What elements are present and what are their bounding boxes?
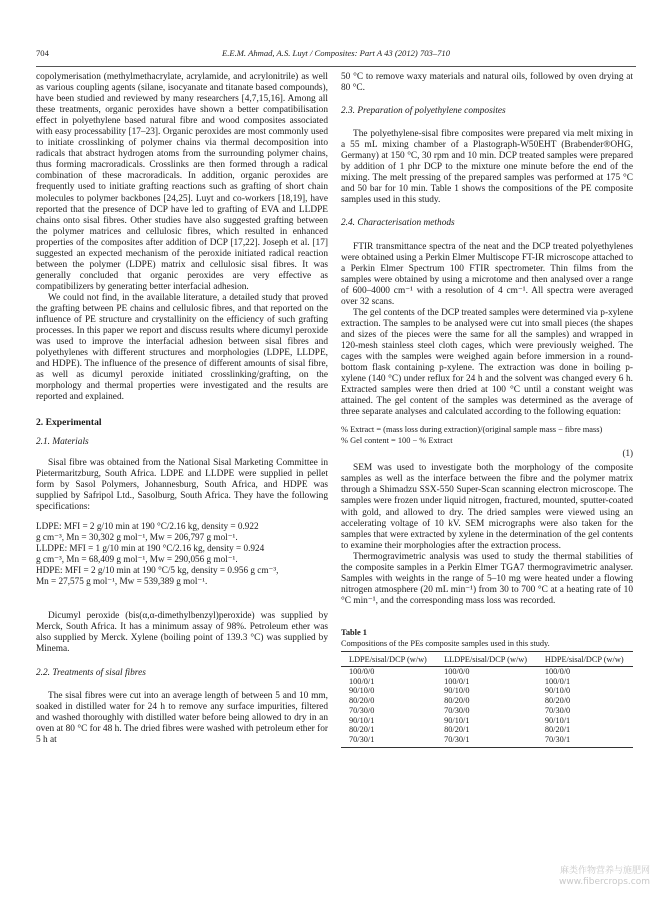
table-cell: 90/10/1 xyxy=(444,715,470,725)
treatments-continued-paragraph: 50 °C to remove waxy materials and natural oils, followed by oven drying at 80 °C. xyxy=(341,72,633,94)
table-cell: 100/0/0 xyxy=(544,667,571,677)
materials-paragraph: Sisal fibre was obtained from the National Sisal Marketing Committee in Pietermaritzburg, South Africa. LDPE and LLDPE were supplied in pellet form by Sasol Polymers, Johannesburg, South Africa, and HDPE was supplied by Safripol Ltd., Sasolburg, South Africa. They have the following specifications: xyxy=(36,457,328,512)
table-cell: 100/0/0 xyxy=(444,667,470,677)
table-cell: 80/20/1 xyxy=(444,725,470,735)
left-column xyxy=(36,72,328,746)
running-title: E.E.M. Ahmad, A.S. Luyt / Composites: Part A 43 (2012) 703–710 xyxy=(221,48,451,58)
table-row xyxy=(341,706,633,716)
table-cell: 100/0/1 xyxy=(444,676,470,686)
section-preparation-title: 2.3. Preparation of polyethylene composites xyxy=(341,106,506,117)
section-materials-title: 2.1. Materials xyxy=(36,437,89,448)
table-cell: 80/20/1 xyxy=(544,725,571,735)
site-watermark xyxy=(559,866,650,887)
page-header xyxy=(36,48,636,62)
table-cell: 70/30/1 xyxy=(436,735,537,747)
tga-paragraph: Thermogravimetric analysis was used to study the thermal stabilities of the composite samples in a Perkin Elmer TGA7 thermogravimetric analyser. Samples with weights in the range of 5–10 mg were heated under a flowing nitrogen atmosphere (20 mL min⁻¹) from 30 to 700 °C at a heating rate of 10 °C min⁻¹, and the corresponding mass loss was recorded. xyxy=(341,551,633,606)
gel-content-equation xyxy=(341,424,633,446)
ftir-paragraph: FTIR transmittance spectra of the neat and the DCP treated polyethylenes were obtained using a Perkin Elmer Multiscope FT-IR microscope attached to a Perkin Elmer Spectrum 100 FTIR spectrometer. Thin films from the samples were obtained by using a microtome and then analysed over a range of 600–4000 cm⁻¹ with a resolution of 4 cm⁻¹. All spectra were averaged over 32 scans. xyxy=(341,241,633,307)
spec-ldpe-line-1: LDPE: MFI = 2 g/10 min at 190 °C/2.16 kg, density = 0.922 xyxy=(36,520,259,531)
table-row xyxy=(341,686,633,696)
polymer-specifications xyxy=(36,521,328,587)
table-row xyxy=(341,735,633,747)
treatments-paragraph: The sisal fibres were cut into an average length of between 5 and 10 mm, soaked in distilled water for 24 h to remove any surface impurities, filtered and washed thoroughly with distilled water before being allowed to dry in an oven at 80 °C for 48 h. The dried fibres were washed with petroleum ether for 5 h at xyxy=(36,690,328,746)
table-row xyxy=(341,696,633,706)
compositions-table xyxy=(341,651,633,748)
equation-extract-line: % Extract = (mass loss during extraction)/(original sample mass − fibre mass) xyxy=(341,425,603,435)
table-row xyxy=(341,716,633,726)
equation-gel-line: % Gel content = 100 − % Extract xyxy=(341,436,453,446)
sem-paragraph: SEM was used to investigate both the morphology of the composite samples as well as the interface between the fibre and the polymer matrix through a Shimadzu SSX-550 Super-Scan scanning electron microscope. The samples were frozen under liquid nitrogen, fractured, mounted, sputter-coated with gold, and allowed to dry. The dried samples were viewed using an accelerating voltage of 10 kV. SEM micrographs were also taken for the samples that were extracted by xylene in the determination of the gel contents to examine their morphologies after the extraction process. xyxy=(341,463,633,551)
table-cell: 70/30/1 xyxy=(537,735,633,747)
table-header-row xyxy=(341,652,633,667)
table-label: Table 1 xyxy=(341,627,367,637)
table-cell: 100/0/1 xyxy=(544,676,571,686)
watermark-url: www.fibercrops.com xyxy=(559,876,650,887)
table-cell: 90/10/0 xyxy=(544,686,571,696)
table-cell: 70/30/0 xyxy=(444,705,470,715)
table-cell: 70/30/0 xyxy=(349,705,375,715)
table-header-ldpe: LDPE/sisal/DCP (w/w) xyxy=(341,652,436,667)
table-header-hdpe: HDPE/sisal/DCP (w/w) xyxy=(537,652,633,667)
table-cell: 70/30/0 xyxy=(544,705,571,715)
table-caption: Compositions of the PEs composite samples used in this study. xyxy=(341,638,550,648)
table-cell: 90/10/0 xyxy=(349,686,375,696)
section-characterisation-title: 2.4. Characterisation methods xyxy=(341,218,455,229)
table-cell: 100/0/1 xyxy=(349,676,375,686)
table-cell: 70/30/1 xyxy=(341,735,436,747)
watermark-chinese: 麻类作物营养与施肥网 xyxy=(559,866,650,876)
page-number: 704 xyxy=(36,48,49,58)
intro-paragraph-2: We could not find, in the available literature, a detailed study that proved the grafting between PE chains and cellulosic fibres, and that reported on the influence of PE structure and crystallinity on the efficiency of such grafting processes. In this paper we report and discuss results where dicumyl peroxide was used to improve the interfacial adhesion between sisal fibres and polyethylenes with different structures and morphologies (LDPE, LLDPE, and HDPE). The influence of the presence of different amounts of sisal fibre, as well as dicumyl peroxide initiated crosslinking/grafting, on the morphology and thermal properties were investigated and the results are reported and explained. xyxy=(36,292,328,403)
header-rule xyxy=(36,66,636,67)
table-cell: 90/10/1 xyxy=(544,715,571,725)
table-row xyxy=(341,725,633,735)
spec-hdpe-line-2: Mn = 27,575 g mol⁻¹, Mw = 539,389 g mol⁻¹. xyxy=(36,575,208,586)
table-header-lldpe: LLDPE/sisal/DCP (w/w) xyxy=(436,652,537,667)
section-experimental-title: 2. Experimental xyxy=(36,417,102,429)
spec-lldpe-line-1: LLDPE: MFI = 1 g/10 min at 190 °C/2.16 kg, density = 0.924 xyxy=(36,542,265,553)
table-cell: 80/20/1 xyxy=(349,725,375,735)
intro-paragraph-1: copolymerisation (methylmethacrylate, acrylamide, and acrylonitrile) as well as various coupling agents (silane, isocyanate and titanate based compounds), have been studied and reviewed by many researchers [4,7,15,16]. Among all these treatments, organic peroxides have shown a better compatibilisation effect in polyethylene based natural fibre and wood composites associated with easy processability [17–23]. Organic peroxides are most commonly used to initiate crosslinking of polymer chains via thermal decomposition into radicals that abstract hydrogen atoms from the surrounding polymer chains, thus forming macroradicals. Crosslinks are then formed through a radical combination of these macroradicals. In addition, organic peroxides are frequently used to initiate grafting reactions such as grafting of short chain molecules to polymer backbones [24,25]. Luyt and co-workers [18,19], have reported that the presence of DCP have led to grafting of EVA and LLDPE chains onto sisal fibres. Other studies have also suggested grafting between the polymer matrices and cellulosic fibres, which resulted in enhanced properties of the composites after addition of DCP [17,22]. Joseph et al. [17] suggested an expected mechanism of the peroxide initiated radical reaction between the polymer (LDPE) matrix and cellulosic sisal fibres. It was generally concluded that organic peroxides are very effective as compatibilizers by generating better interfacial adhesion. xyxy=(36,72,328,292)
spec-hdpe-line-1: HDPE: MFI = 2 g/10 min at 190 °C/5 kg, density = 0.956 g cm⁻³, xyxy=(36,564,279,575)
right-column xyxy=(341,72,633,748)
equation-number: (1) xyxy=(622,448,633,459)
spec-lldpe-line-2: g cm⁻³, Mn = 68,409 g mol⁻¹, Mw = 290,056 g mol⁻¹. xyxy=(36,553,238,564)
table-cell: 90/10/0 xyxy=(444,686,470,696)
gel-content-paragraph: The gel contents of the DCP treated samples were determined via p-xylene extraction. The samples to be analysed were cut into small pieces (the shapes and sizes of the pieces were the same for all the samples) and wrapped in 120-mesh stainless steel cloth cages, which were previously weighed. The cages with the samples were weighed again before immersion in a round-bottom flask containing p-xylene. The extraction was done in boiling p-xylene (140 °C) under reflux for 24 h and the solvent was changed every 6 h. Extracted samples were then dried at 100 °C until a constant weight was attained. The gel content of the samples was determined as the average of three separate analyses and calculated according to the following equation: xyxy=(341,307,633,418)
table-cell: 80/20/0 xyxy=(544,696,571,706)
reagents-paragraph: Dicumyl peroxide (bis(α,α-dimethylbenzyl)peroxide) was supplied by Merck, South Africa. It has a minimum assay of 98%. Petroleum ether was also supplied by Merck. Xylene (boiling point of 139.3 °C) was supplied by Minema. xyxy=(36,610,328,654)
table-cell: 80/20/0 xyxy=(444,696,470,706)
table-cell: 80/20/0 xyxy=(349,696,375,706)
table-row xyxy=(341,667,633,677)
table-cell: 100/0/0 xyxy=(349,667,375,677)
section-treatments-title: 2.2. Treatments of sisal fibres xyxy=(36,667,146,678)
preparation-paragraph: The polyethylene-sisal fibre composites were prepared via melt mixing in a 55 mL mixing chamber of a Plastograph-W50EHT (Brabender®OHG, Germany) at 150 °C, 30 rpm and 10 min. DCP treated samples were prepared by addition of 1 phr DCP to the mixture one minute before the end of the mixing. The melt pressing of the prepared samples was performed at 175 °C and 50 bar for 10 min. Table 1 shows the compositions of the PE composite samples used in this study. xyxy=(341,129,633,206)
table-row xyxy=(341,677,633,687)
spec-ldpe-line-2: g cm⁻³, Mn = 30,302 g mol⁻¹, Mw = 206,797 g mol⁻¹. xyxy=(36,531,238,542)
table-cell: 90/10/1 xyxy=(349,715,375,725)
